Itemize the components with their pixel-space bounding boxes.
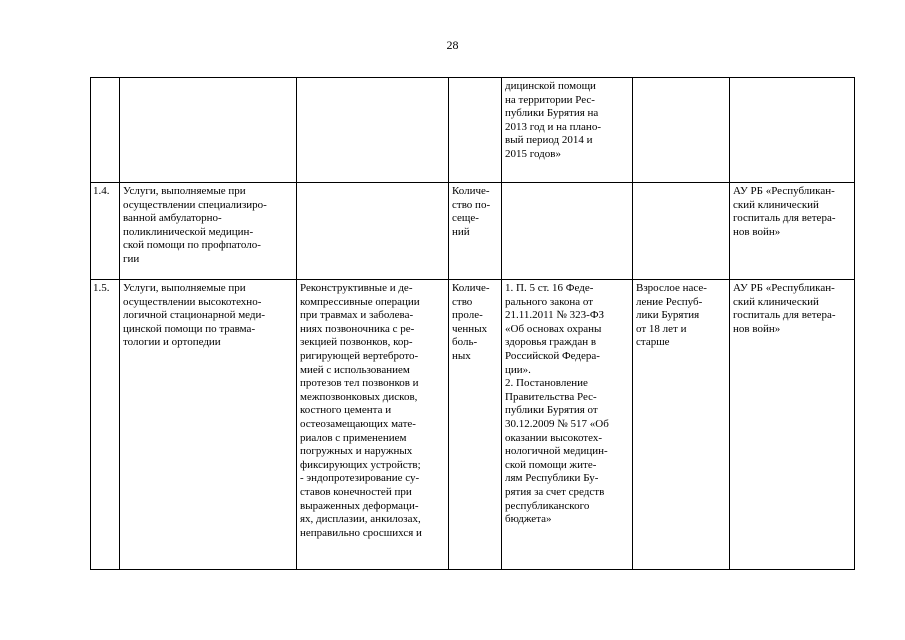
cell-text-line: нологичной медицин- <box>505 445 608 458</box>
cell-text-line: логичной стационарной меди- <box>123 309 266 322</box>
cell-text-line: ский клинический <box>733 198 819 211</box>
cell-text-line: мией с использованием <box>300 363 410 376</box>
cell-text-line: «Об основах охраны <box>505 322 602 335</box>
cell-text-line: ванной амбулаторно- <box>123 212 222 225</box>
cell-text-line: Реконструктивные и де- <box>300 282 413 294</box>
cell-text-line: рального закона от <box>505 295 594 308</box>
cell-text-line: ных <box>452 349 471 362</box>
cell-text-line: 30.12.2009 № 517 «Об <box>505 417 609 430</box>
cell-text-line: межпозвонковых дисков, <box>300 390 418 403</box>
cell-text-line: осуществлении высокотехно- <box>123 295 262 308</box>
cell-text-line: остеозамещающих мате- <box>300 417 416 430</box>
cell-text-line: ский клинический <box>733 295 819 308</box>
cell-text-line: Российской Федера- <box>505 349 600 362</box>
cell-text-line: неправильно сросшихся и <box>300 526 422 539</box>
cell-text-line: нов войн» <box>733 225 781 238</box>
cell-text-line: костного цемента и <box>300 404 392 417</box>
service-content-cell <box>297 78 449 183</box>
cell-text-line: тологии и ортопедии <box>123 336 221 349</box>
cell-text-line: Количе- <box>452 185 490 197</box>
cell-text-line: 2. Постановление <box>505 377 588 390</box>
consumers-cell <box>633 183 730 280</box>
service-content-cell <box>297 183 449 280</box>
cell-text-line: ставов конечностей при <box>300 485 412 498</box>
table-row <box>91 78 855 183</box>
cell-text-line: нов войн» <box>733 322 781 335</box>
consumers-cell <box>633 280 730 570</box>
cell-text-line: цинской помощи по травма- <box>123 322 256 335</box>
cell-text-line: лики Бурятия <box>636 309 700 322</box>
cell-text-line: бюджета» <box>505 513 552 526</box>
legal-basis-cell <box>502 280 633 570</box>
cell-text-line: госпиталь для ветера- <box>733 309 836 322</box>
cell-text-line: АУ РБ «Республикан- <box>733 185 835 197</box>
cell-text-line: ции». <box>505 363 531 376</box>
provider-cell <box>730 280 855 570</box>
table-row <box>91 280 855 570</box>
cell-text-line: ской помощи жите- <box>505 458 597 471</box>
cell-text-line: гии <box>123 252 140 265</box>
cell-text-line: республиканского <box>505 499 590 512</box>
cell-text-line: старше <box>636 336 670 349</box>
cell-text-line: боль- <box>452 336 478 349</box>
cell-text-line: - эндопротезирование су- <box>300 472 420 485</box>
cell-text-line: публики Бурятия от <box>505 404 598 417</box>
cell-text-line: 21.11.2011 № 323-ФЗ <box>505 309 605 322</box>
cell-text-line: публики Бурятия на <box>505 107 599 120</box>
cell-text-line: ригирующей вертеброто- <box>300 349 419 362</box>
cell-text-line: 2015 годов» <box>505 147 561 160</box>
provider-cell <box>730 78 855 183</box>
cell-text-line: Услуги, выполняемые при <box>123 185 246 197</box>
cell-text-line: на территории Рес- <box>505 93 595 106</box>
cell-text-line: протезов тел позвонков и <box>300 377 419 390</box>
table-row <box>91 183 855 280</box>
cell-text-line: лям Республики Бу- <box>505 472 599 485</box>
service-name-cell <box>120 78 297 183</box>
cell-text-line: Взрослое насе- <box>636 282 707 294</box>
cell-text-line: оказании высокотех- <box>505 431 603 444</box>
cell-text-line: дицинской помощи <box>505 80 596 92</box>
service-content-cell <box>297 280 449 570</box>
cell-text-line: Услуги, выполняемые при <box>123 282 246 294</box>
service-name-cell <box>120 280 297 570</box>
volume-unit-cell <box>449 183 502 280</box>
cell-text-line: зекцией позвонков, кор- <box>300 336 413 349</box>
cell-text-line: риалов с применением <box>300 431 407 444</box>
cell-text-line: рятия за счет средств <box>505 485 605 498</box>
cell-text-line: сеще- <box>452 212 479 225</box>
legal-basis-cell <box>502 78 633 183</box>
cell-text-line: Количе- <box>452 282 490 294</box>
cell-text-line: вый период 2014 и <box>505 134 593 147</box>
cell-text-line: компрессивные операции <box>300 295 420 308</box>
cell-text-line: поликлинической медицин- <box>123 225 254 238</box>
cell-text-line: ниях позвоночника с ре- <box>300 322 415 335</box>
legal-basis-cell <box>502 183 633 280</box>
cell-text-line: от 18 лет и <box>636 322 687 335</box>
cell-text-line: ство <box>452 295 473 308</box>
cell-text-line: ченных <box>452 322 488 335</box>
cell-text-line: 1. П. 5 ст. 16 Феде- <box>505 282 594 294</box>
volume-unit-cell <box>449 78 502 183</box>
volume-unit-cell <box>449 280 502 570</box>
cell-text-line: фиксирующих устройств; <box>300 458 421 471</box>
cell-text-line: погружных и наружных <box>300 445 413 458</box>
cell-text-line: Правительства Рес- <box>505 390 597 403</box>
row-number-cell: 1.4. <box>91 183 120 280</box>
cell-text-line: ство по- <box>452 198 491 211</box>
cell-text-line: госпиталь для ветера- <box>733 212 836 225</box>
cell-text-line: ний <box>452 225 470 238</box>
cell-text-line: при травмах и заболева- <box>300 309 414 322</box>
cell-text-line: ление Респуб- <box>636 295 703 308</box>
cell-text-line: выраженных деформаци- <box>300 499 419 512</box>
cell-text-line: осуществлении специализиро- <box>123 198 267 211</box>
cell-text-line: ской помощи по профпатоло- <box>123 239 261 252</box>
services-table <box>90 77 855 570</box>
consumers-cell <box>633 78 730 183</box>
cell-text-line: здоровья граждан в <box>505 336 597 349</box>
row-number-cell: 1.5. <box>91 280 120 570</box>
row-number-cell <box>91 78 120 183</box>
cell-text-line: АУ РБ «Республикан- <box>733 282 835 294</box>
cell-text-line: 2013 год и на плано- <box>505 120 601 133</box>
cell-text-line: проле- <box>452 309 483 322</box>
provider-cell <box>730 183 855 280</box>
page-number: 28 <box>446 38 459 52</box>
service-name-cell <box>120 183 297 280</box>
cell-text-line: ях, дисплазии, анкилозах, <box>300 513 421 526</box>
